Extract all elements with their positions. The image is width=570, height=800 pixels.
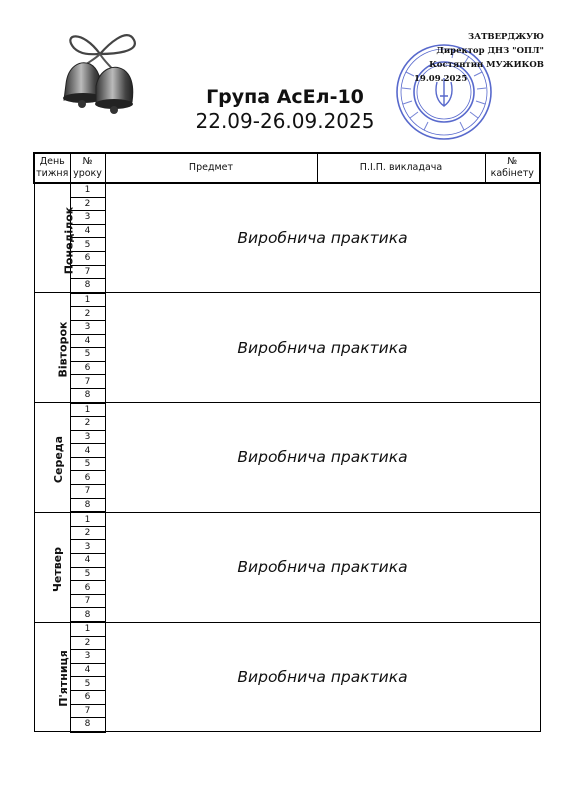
lesson-number: 2 [70,526,105,540]
lesson-number: 3 [70,211,105,225]
table-row [34,183,540,197]
lesson-number: 8 [70,279,105,293]
lesson-number: 4 [70,334,105,348]
lesson-number: 1 [70,622,105,636]
day-cell [34,183,75,293]
lesson-number: 6 [70,690,105,704]
table-row [34,403,540,417]
table-header-row [34,153,540,183]
day-cell [34,622,70,732]
subject-cell: Виробнича практика [105,293,540,403]
day-cell [34,293,70,403]
lesson-number: 6 [70,361,105,375]
lesson-number: 8 [70,718,105,732]
lesson-number: 3 [70,540,105,554]
date-range: 22.09-26.09.2025 [195,109,375,133]
lesson-number: 4 [70,663,105,677]
lesson-number: 5 [70,677,105,691]
lesson-number: 8 [70,498,105,512]
lesson-number: 3 [70,650,105,664]
table-row [34,512,540,526]
day-cell [34,512,70,622]
subject-cell: Виробнича практика [105,183,540,293]
lesson-number: 7 [70,594,105,608]
schedule-table [33,152,541,733]
day-name: Середа [51,435,65,483]
group-title: Група АсЕл-10 [206,86,364,108]
lesson-number: 6 [70,471,105,485]
subject-cell: Виробнича практика [105,622,540,732]
day-name: П'ятниця [56,650,70,708]
lesson-number: 7 [70,265,105,279]
lesson-number: 2 [70,307,105,321]
lesson-number: 7 [70,375,105,389]
lesson-number: 2 [70,636,105,650]
lesson-number: 1 [70,183,105,197]
approval-position: Директор ДНЗ "ОПЛ" [436,46,544,56]
lesson-number: 5 [70,238,105,252]
lesson-number: 6 [70,251,105,265]
day-name: Вівторок [55,321,69,378]
subject-cell: Виробнича практика [105,403,540,513]
approval-signatory: Костянтин МУЖИКОВ [429,60,544,70]
lesson-number: 4 [70,554,105,568]
approval-date: 19.09.2025 [414,74,468,84]
lesson-number: 7 [70,704,105,718]
lesson-number: 5 [70,457,105,471]
lesson-number: 7 [70,485,105,499]
approval-block [394,30,544,86]
table-row [34,622,540,636]
lesson-number: 2 [70,197,105,211]
header-day: День тижня [34,153,70,183]
header-teacher: П.І.П. викладача [317,153,485,183]
day-cell [34,403,70,513]
header-lesson-number: № уроку [70,153,105,183]
lesson-number: 5 [70,567,105,581]
lesson-number: 1 [70,293,105,307]
lesson-number: 6 [70,581,105,595]
lesson-number: 4 [70,444,105,458]
bells-icon [52,24,148,116]
lesson-number: 2 [70,417,105,431]
day-name: Четвер [50,546,64,592]
header-subject: Предмет [105,153,317,183]
lesson-number: 4 [70,224,105,238]
lesson-number: 3 [70,320,105,334]
day-name: Понеділок [61,206,75,274]
lesson-number: 1 [70,512,105,526]
subject-cell: Виробнича практика [105,512,540,622]
approval-title: ЗАТВЕРДЖУЮ [468,32,544,42]
lesson-number: 5 [70,348,105,362]
table-row [34,293,540,307]
title-block [170,86,400,134]
lesson-number: 1 [70,403,105,417]
lesson-number: 8 [70,608,105,622]
header-room: № кабінету [485,153,540,183]
lesson-number: 8 [70,388,105,402]
lesson-number: 3 [70,430,105,444]
